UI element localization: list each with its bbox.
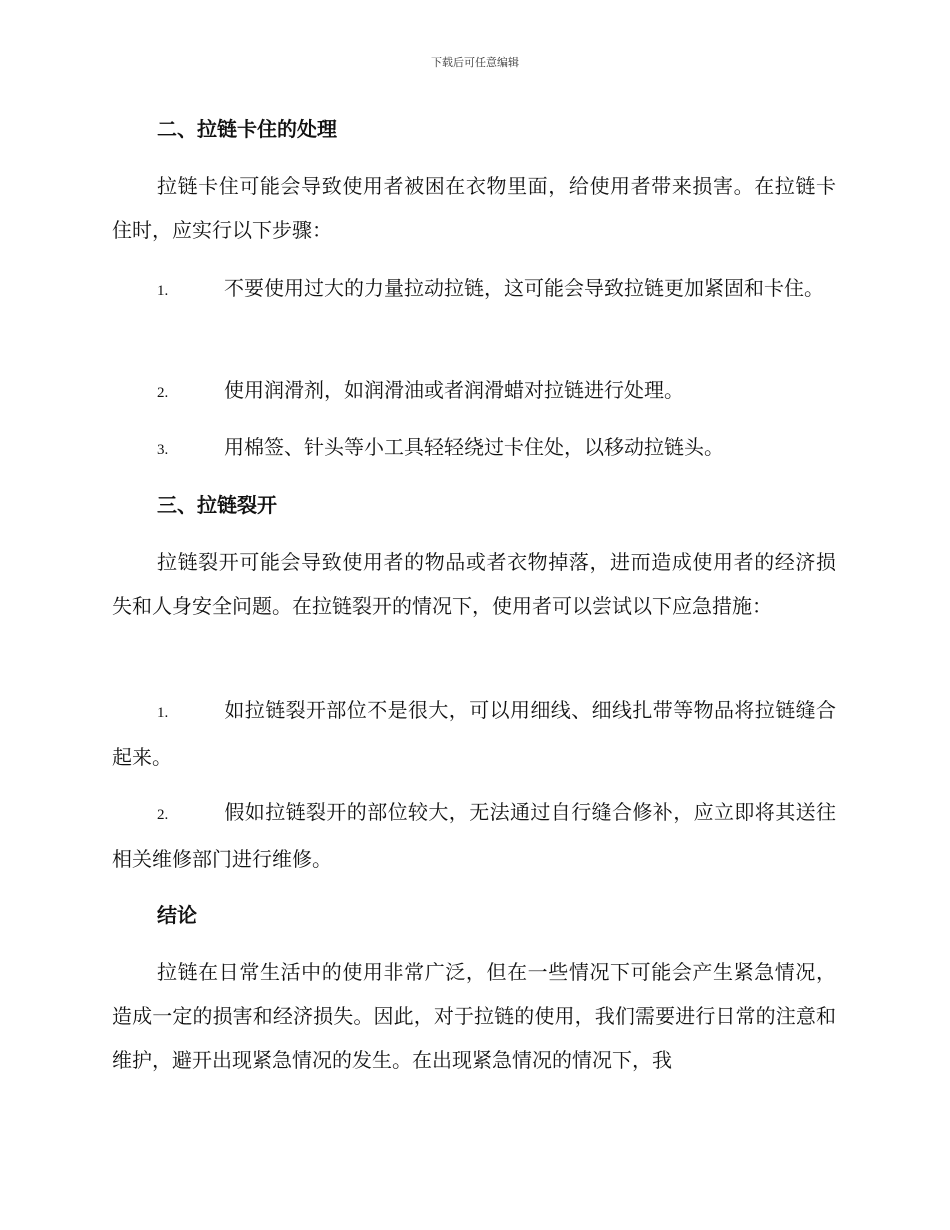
section-intro-zipper-stuck: 拉链卡住可能会导致使用者被困在衣物里面，给使用者带来损害。在拉链卡住时，应实行以下步骤： [112, 174, 836, 242]
list-item-text: 使用润滑剂，如润滑油或者润滑蜡对拉链进行处理。 [224, 378, 684, 402]
page-header-note: 下载后可任意编辑 [431, 56, 519, 69]
list-item-number: 2. [157, 385, 169, 401]
list-item-text: 用棉签、针头等小工具轻轻绕过卡住处，以移动拉链头。 [224, 435, 724, 459]
list-item [112, 266, 836, 313]
list-item-number: 1. [157, 705, 169, 721]
section-heading-zipper-stuck: 二、拉链卡住的处理 [157, 117, 337, 141]
list-item [112, 368, 836, 415]
section-heading-zipper-split: 三、拉链裂开 [157, 493, 277, 517]
list-item [112, 425, 836, 472]
list-item-number: 3. [157, 442, 169, 458]
list-item-number: 2. [157, 807, 169, 823]
list-item-text: 假如拉链裂开的部位较大，无法通过自行缝合修补，应立即将其送往相关维修部门进行维修。 [112, 800, 836, 871]
conclusion-heading: 结论 [157, 903, 197, 927]
list-item-number: 1. [157, 283, 169, 299]
list-item-text: 如拉链裂开部位不是很大，可以用细线、细线扎带等物品将拉链缝合起来。 [112, 698, 836, 769]
list-item [112, 790, 836, 881]
list-item-text: 不要使用过大的力量拉动拉链，这可能会导致拉链更加紧固和卡住。 [224, 276, 824, 300]
conclusion-text: 拉链在日常生活中的使用非常广泛，但在一些情况下可能会产生紧急情况，造成一定的损害和经济损失。因此，对于拉链的使用，我们需要进行日常的注意和维护，避开出现紧急情况的发生。在出现紧急情况的情况下，我 [112, 960, 836, 1072]
list-item [112, 688, 836, 779]
section-intro-zipper-split: 拉链裂开可能会导致使用者的物品或者衣物掉落，进而造成使用者的经济损失和人身安全问题。在拉链裂开的情况下，使用者可以尝试以下应急措施： [112, 550, 836, 618]
